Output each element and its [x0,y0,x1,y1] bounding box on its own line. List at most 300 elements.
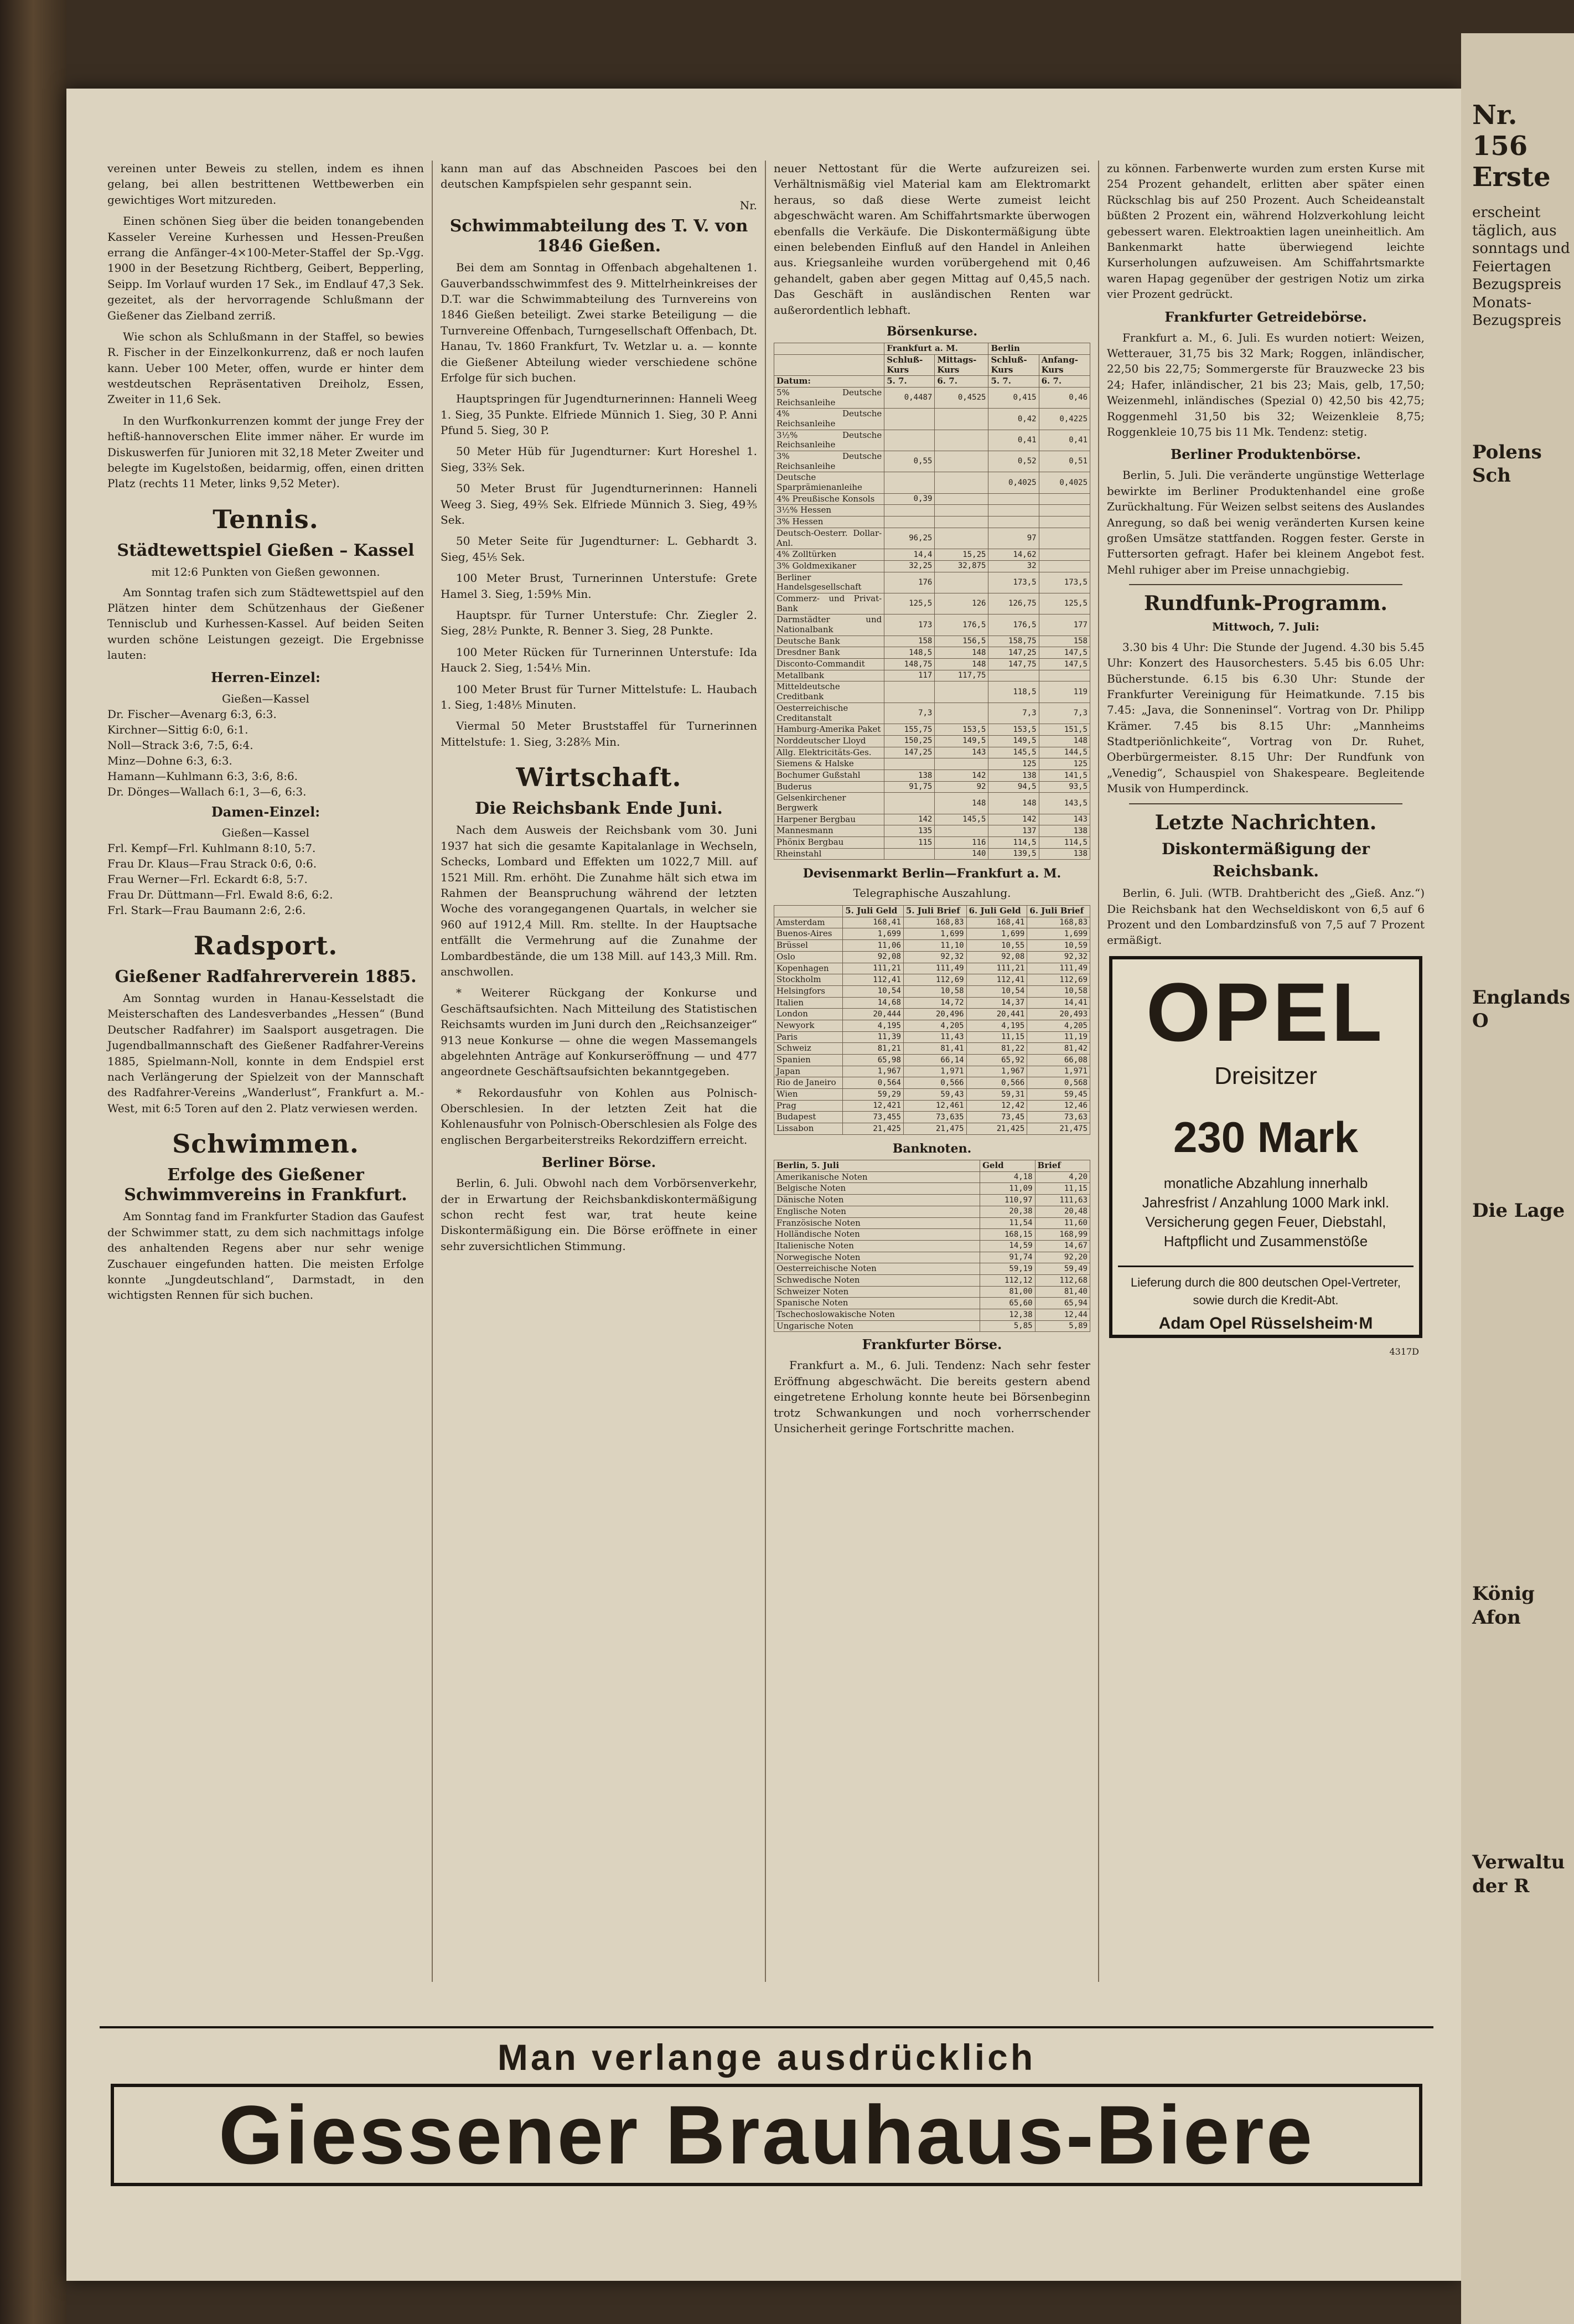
produktenboerse-heading: Berliner Produktenbörse. [1170,446,1361,463]
result-line: Frau Dr. Düttmann—Frl. Ewald 8:6, 6:2. [107,887,333,901]
table-row [774,1043,1090,1055]
row-value [884,409,935,430]
row-value: 125 [1039,758,1090,770]
row-value: 135 [884,825,935,837]
row-label: Harpener Bergbau [774,814,884,825]
row-value: 140 [935,848,988,860]
row-value: 14,68 [843,997,904,1009]
column-4 [1099,161,1432,1982]
row-value: 147,25 [988,647,1039,659]
row-label: Norwegische Noten [774,1252,980,1263]
row-label: Kopenhagen [774,963,843,974]
result-para: 50 Meter Hüb für Jugendturner: Kurt Horeshel 1. Sieg, 33⅖ Sek. [441,445,757,474]
table-head-frankfurt: Frankfurt a. M. [884,343,988,355]
row-label: Ungarische Noten [774,1320,980,1332]
row-label: Schwedische Noten [774,1274,980,1286]
row-value: 158,75 [988,636,1039,647]
row-value [1039,549,1090,561]
row-value: 11,39 [843,1031,904,1043]
row-value [935,681,988,703]
row-value: 149,5 [988,735,1039,747]
row-value: 173,5 [988,572,1039,593]
row-value: 5,89 [1035,1320,1090,1332]
row-value: 20,444 [843,1009,904,1020]
row-value: 115 [884,837,935,849]
table-row [774,572,1090,593]
row-value [935,451,988,472]
row-label: Dänische Noten [774,1195,980,1206]
rundfunk-para: 3.30 bis 4 Uhr: Die Stunde der Jugend. 4.30 bis 5.45 Uhr: Konzert des Hausorchesters. 5.45 bis 6.05 Uhr: Bücherstunde. 6.15 bis 6.30 Uhr: Stunde der Frankfurter Vereinigung für Heimatkunde. 7.15 bis 7.45: „Java, die Sonneninsel“. Vortrag von Dr. Philipp Krämer. 7.45 bis 8.15 Uhr: „Mannheims Stadtperiönlichkeite“, Vortrag von Dr. Ruhet, Oberbürgermeister. 8.15 Uhr: Der Rundfunk von „Venedig“, Schauspiel von Shakespeare. Begleitende Musik von Humperdinck. [1107,640,1425,796]
column-3 [766,161,1099,1982]
table-row [774,917,1090,928]
result-line: Frl. Stark—Frau Baumann 2:6, 2:6. [107,903,306,917]
row-value: 4,18 [980,1171,1035,1183]
row-value [935,409,988,430]
row-label: Lissabon [774,1123,843,1135]
row-value: 20,48 [1035,1206,1090,1217]
row-label: Oslo [774,951,843,963]
row-value: 97 [988,528,1039,549]
row-value: 168,41 [966,917,1027,928]
table-col-header [774,906,843,917]
row-value [884,848,935,860]
row-value: 155,75 [884,724,935,736]
row-value: 14,37 [966,997,1027,1009]
row-label: Rio de Janeiro [774,1077,843,1089]
row-label: 4% Zolltürken [774,549,884,561]
result-para: 100 Meter Brust, Turnerinnen Unterstufe: Grete Hamel 3. Sieg, 1:59⅘ Min. [441,571,757,601]
row-value: 4,205 [903,1020,966,1031]
table-col-header: Berlin, 5. Juli [774,1160,980,1172]
row-label: Wien [774,1089,843,1101]
col1-para: In den Wurfkonkurrenzen kommt der junge Frey der heftiß-hannoverschen Elite immer näher. Er wurde im Diskuswerfen für Junioren mit 32,18 Meter Zweiter und belegte im Kugelstoßen, beidarmig, offen, einen dritten Platz (rechts 11 Meter, links 9,52 Meter). [107,414,424,490]
row-value: 112,12 [980,1274,1035,1286]
boersenkurse-title: Börsenkurse. [886,324,978,339]
row-value [935,493,988,505]
row-value: 111,63 [1035,1195,1090,1206]
row-value: 0,46 [1039,387,1090,408]
table-row [774,593,1090,614]
row-value: 65,98 [843,1055,904,1066]
row-value [935,528,988,549]
table-row [774,409,1090,430]
table-row [774,493,1090,505]
row-value: 32 [988,560,1039,572]
schwimmabteilung-para: Bei dem am Sonntag in Offenbach abgehaltenen 1. Gauverbandsschwimmfest des 9. Mittelrheinkreises der D.T. war die Schwimmabteilung des Turnvereins von 1846 Gießen beteiligt. Zwei starke Beteiligung — die Turnvereine Offenbach, Turngesellschaft Offenbach, Dt. Hanau, Tv. 1860 Frankfurt, Tv. Wetzlar u. a. — konnte die Gießener Abteilung wieder verschiedene schöne Erfolge für sich buchen. [441,261,757,384]
row-value [1039,528,1090,549]
devisen-body [774,917,1090,1134]
row-value: 12,421 [843,1100,904,1112]
table-row [774,848,1090,860]
row-value: 168,83 [903,917,966,928]
row-value: 173 [884,614,935,636]
row-value: 151,5 [1039,724,1090,736]
opel-logo: OPEL [1146,965,1386,1058]
table-row [774,1020,1090,1031]
row-value: 12,461 [903,1100,966,1112]
berliner-boerse-heading: Berliner Börse. [541,1154,656,1171]
row-value: 96,25 [884,528,935,549]
row-value [935,517,988,528]
row-label: 3½% Hessen [774,505,884,517]
row-label: Deutsch-Oesterr. Dollar-Anl. [774,528,884,549]
diskont-title: Diskontermäßigung der Reichsbank. [1161,839,1370,880]
row-value: 138 [1039,825,1090,837]
table-row [774,1298,1090,1309]
row-value: 21,425 [966,1123,1027,1135]
next-page-title: Nr. 156 Erste [1472,100,1551,193]
row-value: 144,5 [1039,747,1090,758]
row-value: 111,21 [966,963,1027,974]
row-value: 138 [988,769,1039,781]
table-row [774,758,1090,770]
row-value: 0,42 [988,409,1039,430]
devisen-subtitle: Telegraphische Auszahlung. [853,886,1011,900]
table-row [774,997,1090,1009]
row-value: 4,20 [1035,1171,1090,1183]
table-col-header: 6. Juli Geld [966,906,1027,917]
row-value: 117,75 [935,670,988,681]
row-value: 1,699 [966,928,1027,940]
row-label: Allg. Elektricitäts-Ges. [774,747,884,758]
row-value: 138 [1039,848,1090,860]
row-value: 92,32 [903,951,966,963]
opel-footer: Lieferung durch die 800 deutschen Opel-Vertreter, sowie durch die Kredit-Abt. [1118,1266,1414,1308]
row-label: Amsterdam [774,917,843,928]
table-row [774,430,1090,451]
row-value: 10,58 [1027,985,1090,997]
row-value: 142 [884,814,935,825]
table-row [774,517,1090,528]
row-value: 0,51 [1039,451,1090,472]
row-value [884,430,935,451]
row-label: Commerz- und Privat-Bank [774,593,884,614]
row-value: 112,69 [1027,974,1090,986]
table-row [774,985,1090,997]
row-value: 5,85 [980,1320,1035,1332]
row-label: Deutsche Sparprämienanleihe [774,472,884,493]
table-row [774,1217,1090,1229]
result-para: Hauptspr. für Turner Unterstufe: Chr. Ziegler 2. Sieg, 28½ Punkte, R. Benner 3. Sieg, 28 Punkte. [441,608,757,638]
row-value [884,758,935,770]
row-value: 143 [935,747,988,758]
col1-intro: vereinen unter Beweis zu stellen, indem es ihnen gelang, bei allen bestrittenen Wettbewerben ein gewichtiges Wort mitzureden. [107,162,424,206]
opel-model: Dreisitzer [1214,1062,1317,1089]
row-label: 4% Preußische Konsols [774,493,884,505]
row-label: Paris [774,1031,843,1043]
row-label: London [774,1009,843,1020]
row-value: 156,5 [935,636,988,647]
row-label: Holländische Noten [774,1229,980,1241]
row-label: Norddeutscher Lloyd [774,735,884,747]
ad-code: 4317D [1389,1346,1419,1357]
opel-advertisement [1109,956,1422,1338]
row-value: 14,67 [1035,1240,1090,1252]
row-value: 1,967 [843,1066,904,1077]
getreideboerse-para: Frankfurt a. M., 6. Juli. Es wurden notiert: Weizen, Wetterauer, 31,75 bis 32 Mark; Roggen, inländischer, 22,50 bis 22,75; Sommergerste für Brauzwecke 23 bis 24; Hafer, inländischer, 21 bis 23; Mais, gelb, 17,50; Weizenmehl, inländisches (Spezial 0) 42,50 bis 42,75; Roggenmehl 31,50 bis 32; Weizenkleie 8,75; Roggenkleie 10,75 bis 11 Mk. Tendenz: stetig. [1107,330,1425,438]
row-value: 1,699 [843,928,904,940]
row-value: 1,699 [1027,928,1090,940]
row-label: Tschechoslowakische Noten [774,1309,980,1321]
row-label: Budapest [774,1112,843,1123]
table-row [774,528,1090,549]
row-value: 0,568 [1027,1077,1090,1089]
row-label: 4% Deutsche Reichsanleihe [774,409,884,430]
row-value: 149,5 [935,735,988,747]
row-value: 147,5 [1039,647,1090,659]
row-value: 148 [1039,735,1090,747]
table-row [774,825,1090,837]
table-row [774,1183,1090,1195]
table-row [774,1240,1090,1252]
table-row [774,1009,1090,1020]
table-subhead: Schluß-Kurs [884,354,935,375]
row-value [935,572,988,593]
row-value: 11,15 [966,1031,1027,1043]
result-line: Dr. Dönges—Wallach 6:1, 3—6, 6:3. [107,784,307,798]
row-value: 173,5 [1039,572,1090,593]
row-value: 4,205 [1027,1020,1090,1031]
table-row [774,549,1090,561]
row-value: 147,75 [988,659,1039,670]
row-value: 0,415 [988,387,1039,408]
table-subhead [774,354,884,375]
row-value: 12,44 [1035,1309,1090,1321]
frankfurter-boerse-heading: Frankfurter Börse. [862,1336,1002,1353]
row-label: Japan [774,1066,843,1077]
row-value: 111,49 [903,963,966,974]
row-label: Italien [774,997,843,1009]
table-corner [774,343,884,355]
row-value: 21,475 [1027,1123,1090,1135]
row-value: 32,875 [935,560,988,572]
row-value [935,430,988,451]
table-row [774,614,1090,636]
banknoten-table [774,1160,1090,1332]
herren-results [107,691,424,799]
row-label: Rheinstahl [774,848,884,860]
row-value: 0,564 [843,1077,904,1089]
table-row [774,1077,1090,1089]
row-label: Deutsche Bank [774,636,884,647]
table-row [774,747,1090,758]
herren-einzel-label: Herren-Einzel: [211,669,320,686]
row-value: 0,4025 [988,472,1039,493]
table-row [774,1195,1090,1206]
result-para: Hauptspringen für Jugendturnerinnen: Hanneli Weeg 1. Sieg, 35 Punkte. Elfriede Münnich 1. Sieg, 30 P. Anni Pfund 5. Sieg, 30 P. [441,392,757,437]
col2-intro: kann man auf das Abschneiden Pascoes bei den deutschen Kampfspielen sehr gespannt sein. [441,162,757,191]
row-label: Mitteldeutsche Creditbank [774,681,884,703]
row-value: 92,20 [1035,1252,1090,1263]
letzte-nachrichten-heading: Letzte Nachrichten. [1154,810,1377,834]
table-row [774,1066,1090,1077]
row-value: 59,19 [980,1263,1035,1275]
row-label: Belgische Noten [774,1183,980,1195]
row-value: 112,68 [1035,1274,1090,1286]
radsport-title: Gießener Radfahrerverein 1885. [115,967,417,987]
row-value: 126,75 [988,593,1039,614]
row-value: 111,21 [843,963,904,974]
devisen-table [774,905,1090,1135]
row-value: 0,4225 [1039,409,1090,430]
row-value: 153,5 [935,724,988,736]
table-row [774,636,1090,647]
reichsbank-para: Nach dem Ausweis der Reichsbank vom 30. Juni 1937 hat sich die gesamte Kapitalanlage in Wechseln, Schecks, Lombard und Effekten um 1022,7 Mill. auf 1521 Mill. Rm. erhöht. Die Zunahme hält sich etwa im Rahmen der Beanspruchung während der letzten Woche des vorangegangenen Quartals, in welcher sie 960 auf 1912,4 Mill. Rm. stellte. In der Hauptsache entfällt die Vermehrung auf die Zunahme der Lombardbestände, die um 138 Mill. auf 143,3 Mill. Rm. anschwollen. [441,823,757,978]
row-value: 81,40 [1035,1286,1090,1298]
row-value: 0,4025 [1039,472,1090,493]
row-value: 0,52 [988,451,1039,472]
damen-results [107,825,424,918]
row-value: 65,94 [1035,1298,1090,1309]
table-row [774,951,1090,963]
schwimmen-title: Erfolge des Gießener Schwimmvereins in Frankfurt. [124,1165,407,1205]
row-value: 0,41 [988,430,1039,451]
row-value: 138 [884,769,935,781]
boersenkurse-table [774,343,1090,860]
row-value: 176 [884,572,935,593]
row-label: Newyork [774,1020,843,1031]
row-label: Buderus [774,781,884,793]
row-value: 1,699 [903,928,966,940]
schwimmen-para: Am Sonntag fand im Frankfurter Stadion das Gaufest der Schwimmer statt, zu dem sich nachmittags infolge des anhaltenden Regens aber nur sehr wenige Zuschauer eingefunden hatten. Die meisten Erfolge konnte „Jungdeutschland“, Darmstadt, in den wichtigsten Rennen für sich buchen. [107,1210,424,1302]
row-value: 145,5 [935,814,988,825]
row-value: 81,22 [966,1043,1027,1055]
row-label: Englische Noten [774,1206,980,1217]
row-value: 0,566 [903,1077,966,1089]
table-subhead: Schluß-Kurs [988,354,1039,375]
row-value: 11,15 [1035,1183,1090,1195]
row-value: 0,566 [966,1077,1027,1089]
row-label: Hamburg-Amerika Paket [774,724,884,736]
result-para: 100 Meter Rücken für Turnerinnen Unterstufe: Ida Hauck 2. Sieg, 1:54⅕ Min. [441,645,757,675]
row-value: 81,00 [980,1286,1035,1298]
newspaper-page [66,89,1461,2281]
row-value: 59,43 [903,1089,966,1101]
table-row [774,647,1090,659]
table-col-header: Geld [980,1160,1035,1172]
row-value [1039,517,1090,528]
row-label: Stockholm [774,974,843,986]
table-row [774,724,1090,736]
tennis-title: Städtewettspiel Gießen – Kassel [117,541,415,561]
row-label: Spanien [774,1055,843,1066]
row-value: 137 [988,825,1039,837]
row-value: 10,59 [1027,940,1090,952]
row-value: 1,971 [1027,1066,1090,1077]
result-line: Gießen—Kassel [222,691,309,705]
col1-para: Wie schon als Schlußmann in der Staffel, so bewies R. Fischer in der Einzelkonkurrenz, daß er noch laufen kann. Ueber 100 Meter, offen, wurde er hinter dem westdeutschen Repräsentativen Dreiholz, Essen, Zweiter in 11,6 Sek. [107,329,424,406]
row-value [988,670,1039,681]
row-value: 12,38 [980,1309,1035,1321]
row-value: 142 [935,769,988,781]
row-value: 117 [884,670,935,681]
row-value: 73,455 [843,1112,904,1123]
row-label: Gelsenkirchener Bergwerk [774,793,884,814]
row-value: 73,45 [966,1112,1027,1123]
row-value: 147,5 [1039,659,1090,670]
row-value [988,505,1039,517]
row-value: 12,46 [1027,1100,1090,1112]
row-value [935,505,988,517]
tennis-para: Am Sonntag trafen sich zum Städtewettspiel auf den Plätzen hinter dem Schützenhaus der Gießener Tennisclub und Kurhessen-Kassel. Auf beiden Seiten wurden schöne Leistungen gezeigt. Die Ergebnisse lauten: [107,585,424,662]
table-row [774,781,1090,793]
berliner-boerse-para: Berlin, 6. Juli. Obwohl nach dem Vorbörsenverkehr, der in Erwartung der Reichsbankdiskontermäßigung schon recht fest war, trat heute keine Diskontermäßigung ein. Die Börse eröffnete in einer sehr zuversichtlichen Stimmung. [441,1176,757,1253]
table-subhead: Anfang-Kurs [1039,354,1090,375]
row-value: 0,4525 [935,387,988,408]
row-value [884,681,935,703]
brauhaus-banner-ad [100,2026,1433,2211]
row-value: 111,49 [1027,963,1090,974]
row-value [988,517,1039,528]
table-row [774,735,1090,747]
result-line: Kirchner—Sittig 6:0, 6:1. [107,722,248,736]
table-row [774,451,1090,472]
row-value: 143 [1039,814,1090,825]
row-value: 59,31 [966,1089,1027,1101]
row-value: 158 [884,636,935,647]
table-row [774,1031,1090,1043]
result-para: 50 Meter Brust für Jugendturnerinnen: Hanneli Weeg 3. Sieg, 49⅖ Sek. Elfriede Münnich 3. Sieg, 49⅗ Sek. [441,482,757,527]
table-row [774,1252,1090,1263]
row-label: Darmstädter und Nationalbank [774,614,884,636]
row-value: 91,75 [884,781,935,793]
row-value: 10,54 [843,985,904,997]
damen-einzel-label: Damen-Einzel: [211,803,320,820]
result-para: 100 Meter Brust für Turner Mittelstufe: L. Haubach 1. Sieg, 1:48⅕ Minuten. [441,682,757,711]
result-line: Frau Werner—Frl. Eckardt 6:8, 5:7. [107,872,308,886]
row-value [1039,505,1090,517]
row-value: 21,475 [903,1123,966,1135]
row-label: Französische Noten [774,1217,980,1229]
col3-intro: neuer Nettostant für die Werte aufzureizen sei. Verhältnismäßig viel Material kam am Elektromarkt heraus, so daß diese Werte zumeist leicht abgeschwächt waren. Am Schiffahrtsmarkte überwogen ebenfalls die Verkäufe. Die Diskontermäßigung übte einen belebenden Einfluß auf den Handel in Anleihen aus. Kriegsanleihe wurden vorübergehend mit 0,46 gehandelt, gaben aber gegen Mittag auf 0,45,5 nach. Das Geschäft in ausländischen Renten war außerordentlich lebhaft. [774,162,1090,317]
row-value: 148 [935,659,988,670]
table-row [774,837,1090,849]
row-label: Italienische Noten [774,1240,980,1252]
radsport-para: Am Sonntag wurden in Hanau-Kesselstadt die Meisterschaften des Landesverbandes „Hessen“ (Bund Deutscher Radfahrer) im Saalsport ausgetragen. Die Jugendballmannschaft des Gießener Radfahrer-Vereins 1885, Spielmann-Noll, konnte in dem Endspiel erst nach Verlängerung der Spielzeit von der Mannschaft des Radfahrer-Vereins „Wanderlust“, Frankfurt a. M.-West, mit 6:5 Toren auf den 2. Platz verwiesen werden. [107,991,424,1115]
table-row [774,1112,1090,1123]
row-value: 11,19 [1027,1031,1090,1043]
row-value: 114,5 [1039,837,1090,849]
row-value: 14,59 [980,1240,1035,1252]
next-page-line: Bezugspreis [1472,276,1562,293]
row-value: 92,08 [843,951,904,963]
row-value: 1,967 [966,1066,1027,1077]
row-value: 148,75 [884,659,935,670]
devisen-title: Devisenmarkt Berlin—Frankfurt a. M. [802,866,1062,881]
next-page-heading: Polens Sch [1472,441,1542,487]
getreideboerse-heading: Frankfurter Getreidebörse. [1164,308,1367,325]
col4-intro: zu können. Farbenwerte wurden zum ersten Kurse mit 254 Prozent gehandelt, erlitten aber später einen Rückschlag bis auf 250 Prozent. Auch Scheideanstalt büßten 2 Prozent ein, während Holzverkohlung leicht gebessert waren. Elektroaktien lagen uneinheitlich. Am Bankenmarkt hatte überwiegend leichte Kurserholungen aufzuweisen. Am Schiffahrtsmarkte waren Hapag gegenüber der gestrigen Notiz um zirka vier Prozent gedrückt. [1107,162,1425,301]
table-row [774,769,1090,781]
row-value: 14,72 [903,997,966,1009]
opel-price: 230 Mark [1173,1113,1358,1162]
row-label: 5% Deutsche Reichsanleihe [774,387,884,408]
result-line: Gießen—Kassel [222,825,309,839]
kohlen-para: * Rekordausfuhr von Kohlen aus Polnisch-Oberschlesien. In der letzten Zeit hat die Kohlenausfuhr von Polnisch-Oberschlesien als Folge des englischen Bergarbeiterstreiks Rekordziffern erreicht. [441,1086,757,1146]
next-page-heading: Verwaltu der R [1472,1851,1565,1897]
row-label: Oesterreichische Creditanstalt [774,703,884,724]
row-value: 11,09 [980,1183,1035,1195]
konkurse-para: * Weiterer Rückgang der Konkurse und Geschäftsaufsichten. Nach Mitteilung des Statistischen Reichsamts wurden im Juni durch den „Reichsanzeiger“ 913 neue Konkurse — ohne die wegen Massemangels abgelehnten Anträge auf Konkurseröffnung — und 477 angeordnete Geschäftsaufsichten bekanntgegeben. [441,986,757,1078]
row-value: 10,58 [903,985,966,997]
row-value: 125,5 [884,593,935,614]
row-value: 59,45 [1027,1089,1090,1101]
row-value: 110,97 [980,1195,1035,1206]
opel-dealer: Adam Opel Rüsselsheim·M [1158,1314,1373,1333]
table-row [774,1089,1090,1101]
banner-brand: Giessener Brauhaus-Biere [111,2084,1422,2186]
table-row [774,659,1090,670]
